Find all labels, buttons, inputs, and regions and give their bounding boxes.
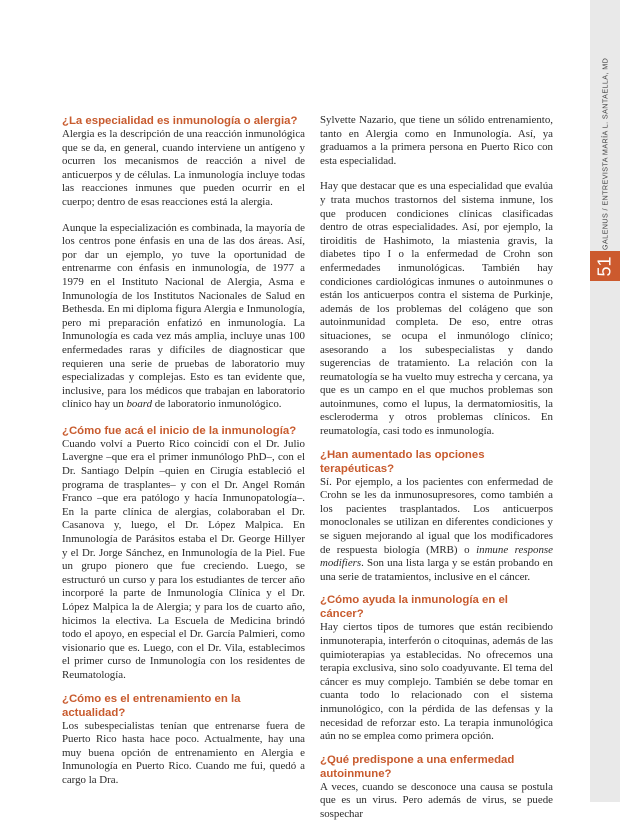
paragraph-text: Aunque la especialización es combinada, la mayoría de los centros pone énfasis en una de las dos áreas. Así, por dar un ejemplo, yo tuve la oportunidad de entrenarme con énfasis en inmunología, de 1977 a 1979 en el Instituto Nacional de Alergia, Asma e Inmunología de los Institutos Nacionales de Salud en Bethesda. En mi diploma figura Alergia e Inmunología, pero mi preparación enfatizó en inmunología. La Inmunología es cada vez más amplia, incluye unas 100 enfermedades raras y difíciles de diagnosticar que requieren una serie de pruebas de laboratorio muy especializadas y complejas. Esto es tan evidente que, inclusive, para los médicos que trabajan en laboratorio clínico hay un <box>62 221 305 411</box>
page-number: 51 <box>594 255 615 277</box>
heading-specialty: ¿La especialidad es inmunología o alergia? <box>62 115 298 127</box>
paragraph-text: de laboratorio inmunológico. <box>152 398 282 411</box>
heading-autoimmune: ¿Qué predispone a una enfermedad autoinmune? <box>320 753 515 780</box>
emphasis-text: board <box>126 398 153 411</box>
right-column <box>320 114 553 822</box>
heading-cancer: ¿Cómo ayuda la inmunología en el cáncer? <box>320 594 508 621</box>
paragraph: Sylvette Nazario, que tiene un sólido entrenamiento, tanto en Alergia como en Inmunología. Así, ya graduamos a la primera persona en Puerto Rico con esta especialidad. <box>320 114 553 167</box>
paragraph <box>62 222 305 412</box>
page-number-box <box>590 251 620 281</box>
emphasis-text: inmune response modifiers <box>320 543 554 570</box>
heading-training: ¿Cómo es el entrenamiento en la actualidad? <box>62 692 241 719</box>
left-column <box>62 114 305 788</box>
paragraph-text: . Son una lista larga y se están probando en una serie de tratamientos, inclusive en el cáncer. <box>320 557 553 583</box>
paragraph: Los subespecialistas tenían que entrenarse fuera de Puerto Rico hasta hace poco. Actualmente, hay una muy buena opción de entrenamiento en Alergia e Inmunología en Puerto Rico. Cuando me fui, quedó a cargo la Dra. <box>62 719 305 786</box>
sidebar <box>590 0 620 802</box>
paragraph: Hay ciertos tipos de tumores que están recibiendo inmunoterapia, interferón o citoquinas, además de las quimioterapias ya establecidas. No ofrecemos una terapia exclusiva, sino solo coadyuvante. El tema del cáncer es muy complejo. También se debe tomar en cuanta todo lo relacionado con el sistema inmunológico, con la pérdida de las defensas y la necesidad de reforzar esto. La terapia inmunológica aún no se emplea como primera opción. <box>320 621 553 743</box>
paragraph: A veces, cuando se desconoce una causa se postula que es un virus. Pero además de virus, se puede sospechar <box>320 780 553 820</box>
paragraph: Alergia es la descripción de una reacción inmunológica que se da, en general, cuando interviene un antígeno y ocurren los mecanismos de reacción a nivel de anticuerpos y de células. La inmunología incluye todas las reacciones inmunes que pueden ocurrir en el cuerpo; dentro de esas reacciones está la alergia. <box>62 128 305 208</box>
paragraph <box>320 476 553 585</box>
paragraph-text: Sí. Por ejemplo, a los pacientes con enfermedad de Crohn se les da inmunosupresores, como también a los pacientes trasplantados. Los anticuerpos monoclonales se utilizan en diferentes condiciones y se siguen mejorando al igual que los modificadores de respuesta biología (MRB) o <box>320 475 553 556</box>
paragraph: Cuando volví a Puerto Rico coincidí con el Dr. Julio Lavergne –que era el primer inmunólogo PhD–, con el Dr. Santiago Delpín –quien en Cirugía estableció el programa de trasplantes– y con el Dr. Angel Román Franco –que era patólogo y hacía Inmunopatología–. En la parte clínica de alergias, colaboraban el Dr. Casanova y, luego, el Dr. López Malpica. En Inmunología de Parásitos estaba el Dr. George Hillyer y el Dr. Jorge Sánchez, en Inmunología de la Piel. Fue un grupo pionero que fue creciendo. Luego, se estructuró un curso y para los estudiantes de tercer año incorporé la parte de Inmunología Clínica y el Dr. López Malpica la de Alergia; y para los de cuarto año, hicimos la electiva. La Escuela de Medicina brindó todo el apoyo, en especial el Dr. García Palmieri, como visionario que es. Luego, con el Dr. Vila, establecimos el primer curso de Inmunología con los residentes de Reumatología. <box>62 437 305 681</box>
running-title: GALENUS / ENTREVISTA MARÍA L. SANTAELLA, MD <box>600 57 610 250</box>
heading-origins: ¿Cómo fue acá el inicio de la inmunología? <box>62 424 297 437</box>
paragraph: Hay que destacar que es una especialidad que evalúa y trata muchos trastornos del sistema inmune, los que producen condiciones clínicas clasificadas dentro de otras especialidades. Así, por ejemplo, la tiroiditis de Hashimoto, la miastenia gravis, la diabetes tipo I o la enfermedad de Crohn son enfermedades inmunológicas. También hay condiciones cardiológicas inmunes o autoinmunes o están los anticuerpos contra el sistema de Purkinje, además de los problemas del colágeno que son autoinmunidad completa. De eso, entre otras situaciones, se ocupa el inmunólogo clínico; asesorando a los subespecialistas y dando sugerencias de tratamiento. La relación con la reumatología se ha vuelto muy estrecha y cercana, ya que es un campo en el que muchos problemas son autoinmunes, como el lupus, la dermatomiositis, la escleroderma y otros problemas clínicos. En reumatología, casi todo es inmunología. <box>320 180 553 438</box>
heading-therapeutic-options: ¿Han aumentado las opciones terapéuticas? <box>320 448 485 475</box>
